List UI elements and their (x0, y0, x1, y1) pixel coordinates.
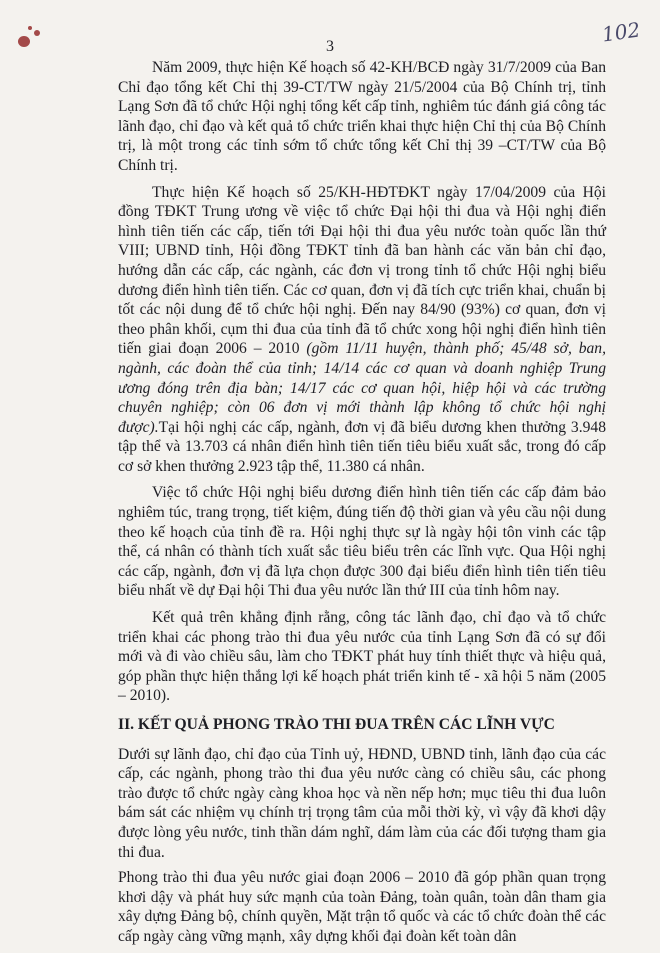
paragraph-text: Tại hội nghị các cấp, ngành, đơn vị đã biểu dương khen thưởng 3.948 tập thể và 13.703 cá nhân điển hình tiên tiến tiêu biểu xuất sắc, trong đó cấp cơ sở khen thưởng 2.923 tập thể, 11.380 cá nhân. (118, 418, 606, 475)
page-number: 3 (326, 38, 334, 55)
paragraph: Việc tổ chức Hội nghị biểu dương điển hình tiên tiến các cấp đảm bảo nghiêm túc, trang trọng, tiết kiệm, đúng tiến độ thời gian và yêu cầu nội dung theo kế hoạch của tỉnh đề ra. Hội nghị thực sự là ngày hội tôn vinh các tập thể, cá nhân có thành tích xuất sắc tiêu biểu trên các lĩnh vực. Qua Hội nghị các cấp, ngành, đơn vị đã lựa chọn được 300 đại biểu điển hình tiên tiến tiêu biểu nhất về dự Đại hội Thi đua yêu nước lần thứ III của tỉnh hôm nay. (118, 484, 606, 600)
section-heading: II. KẾT QUẢ PHONG TRÀO THI ĐUA TRÊN CÁC LĨNH VỰC (118, 716, 555, 733)
paragraph (118, 183, 606, 477)
paragraph: Kết quả trên khẳng định rằng, công tác lãnh đạo, chỉ đạo và tổ chức triển khai các phong trào thi đua yêu nước của tỉnh Lạng Sơn đã có sự đổi mới và đi vào chiều sâu, làm cho TĐKT phát huy tính thiết thực và hiệu quả, góp phần thực hiện thắng lợi kế hoạch phát triển kinh tế - xã hội 5 năm (2005 – 2010). (118, 609, 606, 705)
paragraph-italic-note: (gồm 11/11 huyện, thành phố; 45/48 sở, ban, ngành, các đoàn thể của tỉnh; 14/14 các cơ quan và doanh nghiệp Trung ương đóng trên địa bàn; 14/17 các cơ quan hội, hiệp hội và các trường chuyên nghiệp; còn 06 đơn vị mới thành lập không tổ chức hội nghị được). (118, 340, 607, 436)
document-body (118, 58, 606, 953)
paragraph-text: Thực hiện Kế hoạch số 25/KH-HĐTĐKT ngày 17/04/2009 của Hội đồng TĐKT Trung ương về việc tổ chức Đại hội thi đua và Hội nghị điển hình tiên tiến các cấp, tiến tới Đại hội thi đua yêu nước toàn quốc lần thứ VIII; UBND tỉnh, Hội đồng TĐKT tỉnh đã ban hành các văn bản chỉ đạo, hướng dẫn các cấp, các ngành, các đơn vị trong tỉnh tổ chức Hội nghị biểu dương điển hình tiên tiến. Các cơ quan, đơn vị đã tích cực triển khai, chuẩn bị tốt các nội dung để tổ chức hội nghị. Đến nay 84/90 (93%) cơ quan, đơn vị theo phân khối, cụm thi đua của tỉnh đã tổ chức xong hội nghị điển hình tiên tiến giai đoạn 2006 – 2010 (118, 183, 606, 358)
section-paragraph: Dưới sự lãnh đạo, chỉ đạo của Tỉnh uỷ, HĐND, UBND tỉnh, lãnh đạo của các cấp, các ngành, phong trào thi đua yêu nước càng có chiều sâu, các phong trào được tổ chức ngày càng khoa học và nền nếp hơn; mục tiêu thi đua luôn bám sát các nhiệm vụ chính trị trọng tâm của mỗi thời kỳ, vì vậy đã khơi dậy được lòng yêu nước, tinh thần dám nghĩ, dám làm của các đối tượng tham gia thi đua. (118, 745, 606, 861)
ink-stain (28, 26, 32, 30)
section-paragraph: Phong trào thi đua yêu nước giai đoạn 2006 – 2010 đã góp phần quan trọng khơi dậy và phát huy sức mạnh của toàn Đảng, toàn quân, toàn dân tham gia xây dựng Đảng bộ, chính quyền, Mặt trận tổ quốc và các tổ chức đoàn thể các cấp ngày càng vững mạnh, xây dựng khối đại đoàn kết toàn dân (118, 869, 606, 945)
ink-stain (34, 30, 40, 36)
paragraph: Năm 2009, thực hiện Kế hoạch số 42-KH/BCĐ ngày 31/7/2009 của Ban Chỉ đạo tổng kết Chỉ thị 39-CT/TW ngày 21/5/2004 của Bộ Chính trị, tỉnh Lạng Sơn đã tổ chức Hội nghị tổng kết cấp tỉnh, nghiêm túc đánh giá công tác lãnh đạo, chỉ đạo và kết quả tổ chức triển khai thực hiện Chỉ thị của Bộ Chính trị, là một trong các tỉnh sớm tổ chức tổng kết Chỉ thị 39 –CT/TW của Bộ Chính trị. (118, 59, 606, 174)
handwritten-page-mark: 102 (600, 17, 642, 47)
